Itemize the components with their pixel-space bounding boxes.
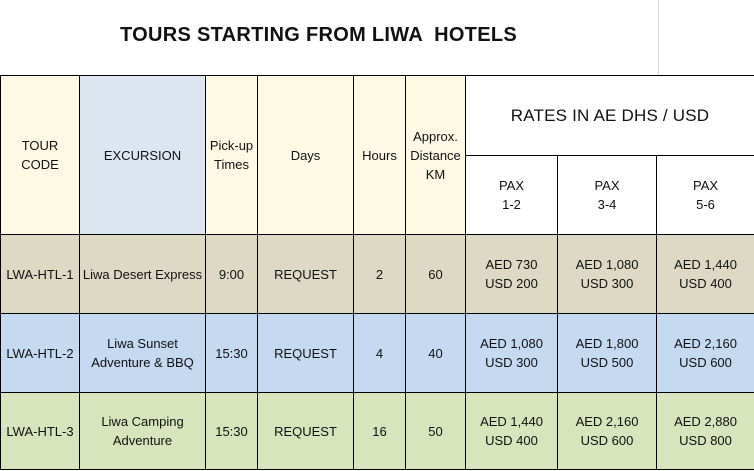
header-pax-3-4: PAX 3-4 [558, 156, 657, 235]
header-pickup-times: Pick-up Times [206, 76, 258, 235]
cell-hours: 4 [354, 314, 406, 393]
cell-pickup: 15:30 [206, 393, 258, 470]
header-rates: RATES IN AE DHS / USD [466, 76, 754, 156]
cell-tour-code: LWA-HTL-1 [1, 235, 80, 314]
header-distance: Approx. Distance KM [406, 76, 466, 235]
cell-distance: 50 [406, 393, 466, 470]
cell-tour-code: LWA-HTL-2 [1, 314, 80, 393]
header-hours: Hours [354, 76, 406, 235]
header-row-1 [1, 76, 754, 156]
cell-rate-pax-3-4: AED 1,080 USD 300 [558, 235, 657, 314]
cell-pickup: 15:30 [206, 314, 258, 393]
cell-excursion: Liwa Desert Express [80, 235, 206, 314]
cell-excursion: Liwa Sunset Adventure & BBQ [80, 314, 206, 393]
cell-rate-pax-1-2: AED 1,080 USD 300 [466, 314, 558, 393]
title-area [0, 0, 754, 75]
cell-distance: 60 [406, 235, 466, 314]
cell-excursion: Liwa Camping Adventure [80, 393, 206, 470]
cell-rate-pax-3-4: AED 1,800 USD 500 [558, 314, 657, 393]
cell-rate-pax-3-4: AED 2,160 USD 600 [558, 393, 657, 470]
cell-days: REQUEST [258, 235, 354, 314]
cell-rate-pax-5-6: AED 2,880 USD 800 [657, 393, 754, 470]
cell-rate-pax-1-2: AED 1,440 USD 400 [466, 393, 558, 470]
header-pax-1-2: PAX 1-2 [466, 156, 558, 235]
header-tour-code: TOUR CODE [1, 76, 80, 235]
cell-rate-pax-1-2: AED 730 USD 200 [466, 235, 558, 314]
cell-rate-pax-5-6: AED 2,160 USD 600 [657, 314, 754, 393]
header-excursion: EXCURSION [80, 76, 206, 235]
cell-days: REQUEST [258, 393, 354, 470]
cell-hours: 16 [354, 393, 406, 470]
table-row [1, 314, 754, 393]
cell-hours: 2 [354, 235, 406, 314]
header-days: Days [258, 76, 354, 235]
cell-tour-code: LWA-HTL-3 [1, 393, 80, 470]
cell-pickup: 9:00 [206, 235, 258, 314]
table-row [1, 235, 754, 314]
tours-table [0, 75, 754, 470]
header-pax-5-6: PAX 5-6 [657, 156, 754, 235]
cell-rate-pax-5-6: AED 1,440 USD 400 [657, 235, 754, 314]
table-row [1, 393, 754, 470]
cell-distance: 40 [406, 314, 466, 393]
cell-days: REQUEST [258, 314, 354, 393]
page-title: TOURS STARTING FROM LIWA HOTELS [120, 24, 517, 46]
sheet-gridline [658, 0, 659, 75]
